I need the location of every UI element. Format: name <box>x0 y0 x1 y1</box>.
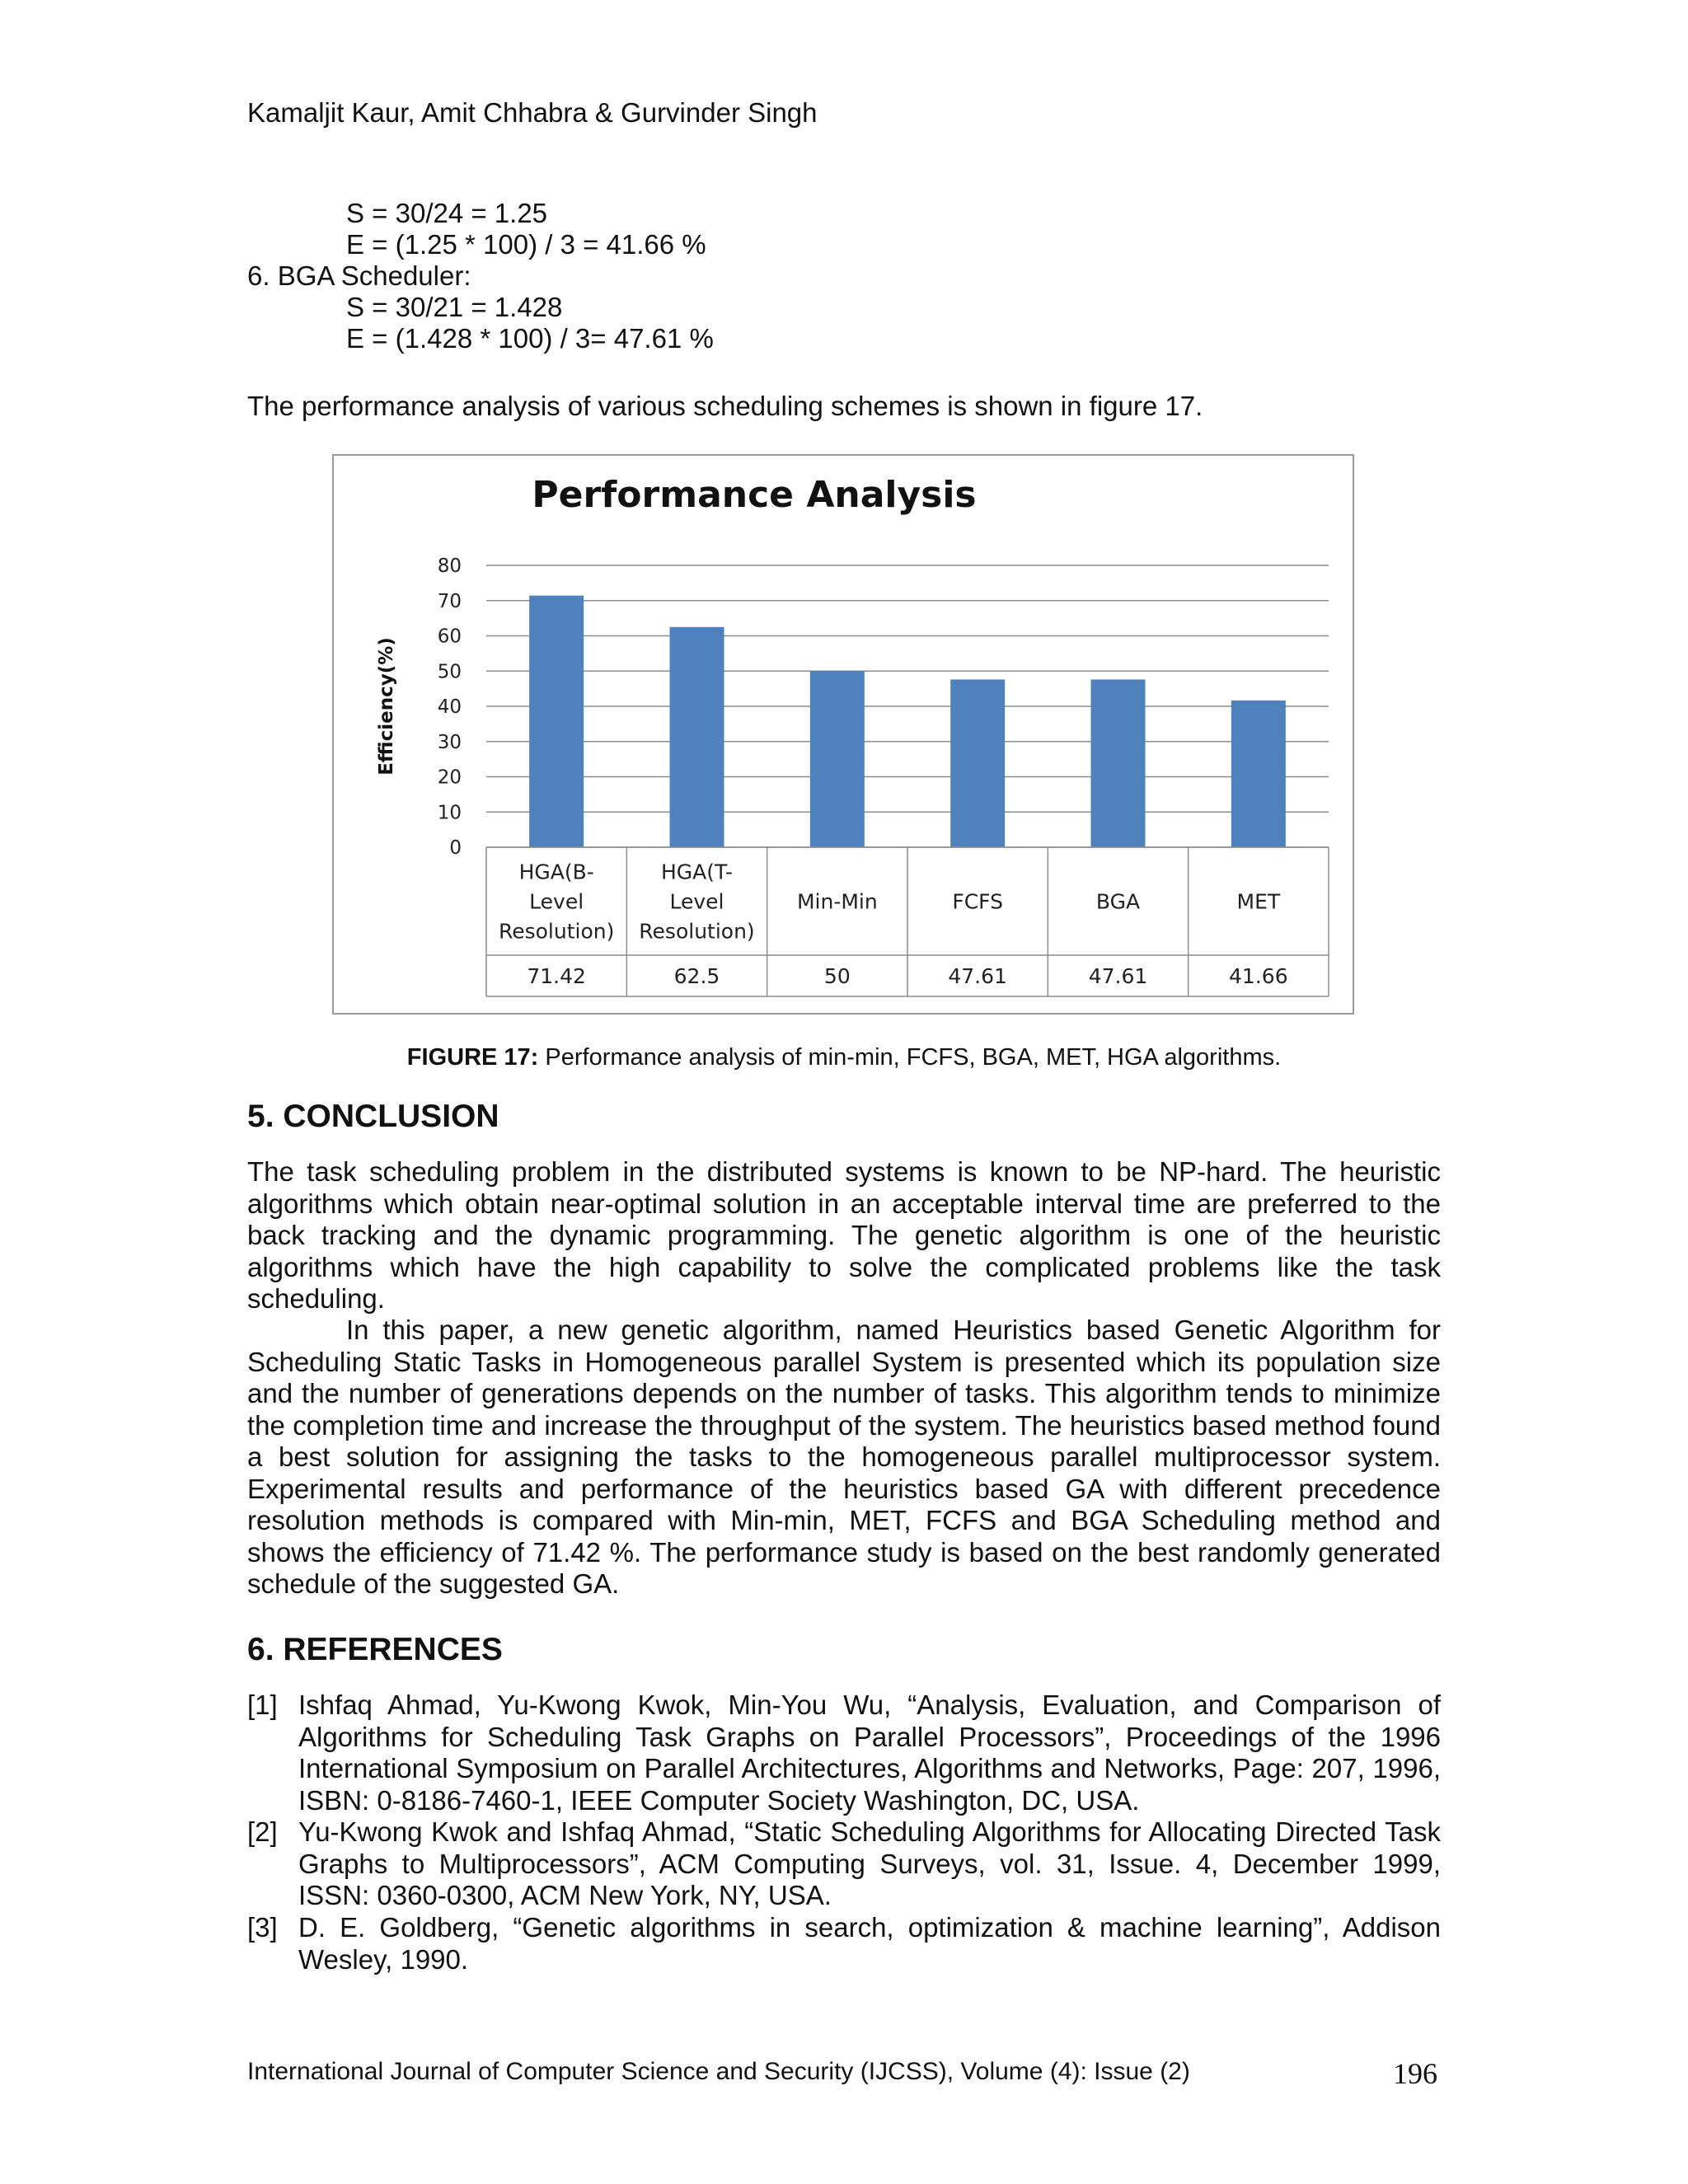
data-label: 41.66 <box>1229 964 1288 988</box>
y-tick-label: 70 <box>437 590 462 612</box>
chart-frame <box>332 454 1354 1015</box>
journal-footer: International Journal of Computer Science and Security (IJCSS), Volume (4): Issue (2) <box>247 2058 1190 2085</box>
category-label: HGA(B- <box>518 860 594 884</box>
y-tick-label: 20 <box>437 766 462 789</box>
y-tick-label: 10 <box>437 802 462 824</box>
reference-number: [1] <box>247 1690 278 1720</box>
reference-item <box>247 1816 1441 1912</box>
y-tick-label: 80 <box>437 555 462 577</box>
y-tick-label: 0 <box>449 837 462 859</box>
reference-item <box>247 1690 1441 1816</box>
figure-label: FIGURE 17: <box>406 1044 539 1071</box>
conclusion-paragraph: In this paper, a new genetic algorithm, named Heuristics based Genetic Algorithm for Scheduling Static Tasks in Homogeneous parallel System is presented which its population size and the number of generations depends on the number of tasks. This algorithm tends to minimize the completion time and increase the throughput of the system. The heuristics based method found a best solution for assigning the tasks to the homogeneous parallel multiprocessor system. Experimental results and performance of the heuristics based GA with different precedence resolution methods is compared with Min-min, MET, FCFS and BGA Scheduling method and shows the efficiency of 71.42 %. The performance study is based on the best randomly generated schedule of the suggested GA. <box>247 1315 1441 1599</box>
reference-text: Ishfaq Ahmad, Yu-Kwong Kwok, Min-You Wu, “Analysis, Evaluation, and Comparison of Algorithms for Scheduling Task Graphs on Parallel Processors”, Proceedings of the 1996 International Symposium on Parallel Architectures, Algorithms and Networks, Page: 207, 1996, ISBN: 0-8186-7460-1, IEEE Computer Society Washington, DC, USA. <box>298 1690 1441 1816</box>
bar <box>529 596 584 847</box>
category-label: BGA <box>1095 889 1141 914</box>
y-tick-label: 30 <box>437 731 462 753</box>
reference-number: [2] <box>247 1816 278 1847</box>
y-tick-label: 40 <box>437 696 462 718</box>
bar <box>950 679 1005 847</box>
data-label: 47.61 <box>948 964 1007 988</box>
bar-chart <box>334 456 1353 1013</box>
y-axis-label: Efficiency(%) <box>376 637 397 776</box>
figure-caption-text: Performance analysis of min-min, FCFS, BGA, MET, HGA algorithms. <box>538 1044 1282 1071</box>
category-label: Resolution) <box>639 919 755 944</box>
references-heading: 6. REFERENCES <box>247 1632 503 1667</box>
formula-line: S = 30/24 = 1.25 <box>346 198 548 228</box>
data-label: 71.42 <box>527 964 586 988</box>
category-label: Level <box>669 889 724 914</box>
category-label: Min-Min <box>796 889 878 914</box>
bar <box>1231 701 1286 847</box>
figure-caption <box>247 1044 1441 1071</box>
bar <box>670 627 724 847</box>
category-label: FCFS <box>952 889 1003 914</box>
reference-item <box>247 1912 1441 1975</box>
data-label: 50 <box>823 964 851 988</box>
formula-line: E = (1.25 * 100) / 3 = 41.66 % <box>346 229 706 260</box>
data-label: 62.5 <box>673 964 720 988</box>
conclusion-heading: 5. CONCLUSION <box>247 1099 499 1134</box>
formula-line: S = 30/21 = 1.428 <box>346 292 563 322</box>
chart-title: Performance Analysis <box>532 474 977 516</box>
data-label: 47.61 <box>1088 964 1148 988</box>
bar <box>810 671 865 847</box>
category-label: Level <box>529 889 584 914</box>
formula-line: E = (1.428 * 100) / 3= 47.61 % <box>346 323 714 354</box>
bar <box>1091 679 1146 847</box>
intro-text: The performance analysis of various scheduling schemes is shown in figure 17. <box>247 391 1203 421</box>
reference-text: Yu-Kwong Kwok and Ishfaq Ahmad, “Static Scheduling Algorithms for Allocating Directed Task Graphs to Multiprocessors”, ACM Computing Surveys, vol. 31, Issue. 4, December 1999, ISSN: 0360-0300, ACM New York, NY, USA. <box>298 1816 1441 1910</box>
reference-number: [3] <box>247 1912 278 1943</box>
category-label: Resolution) <box>498 919 615 944</box>
y-tick-label: 50 <box>437 661 462 683</box>
reference-text: D. E. Goldberg, “Genetic algorithms in search, optimization & machine learning”, Addison Wesley, 1990. <box>298 1912 1441 1975</box>
category-label: HGA(T- <box>660 860 734 884</box>
conclusion-paragraph: The task scheduling problem in the distributed systems is known to be NP-hard. The heuristic algorithms which obtain near-optimal solution in an acceptable interval time are preferred to the back tracking and the dynamic programming. The genetic algorithm is one of the heuristic algorithms which have the high capability to solve the complicated problems like the task scheduling. <box>247 1156 1441 1314</box>
formula-heading: 6. BGA Scheduler: <box>247 260 471 291</box>
category-label: MET <box>1236 889 1281 914</box>
page-number: 196 <box>1393 2057 1437 2090</box>
running-head: Kamaljit Kaur, Amit Chhabra & Gurvinder Singh <box>247 97 818 128</box>
y-tick-label: 60 <box>437 626 462 648</box>
